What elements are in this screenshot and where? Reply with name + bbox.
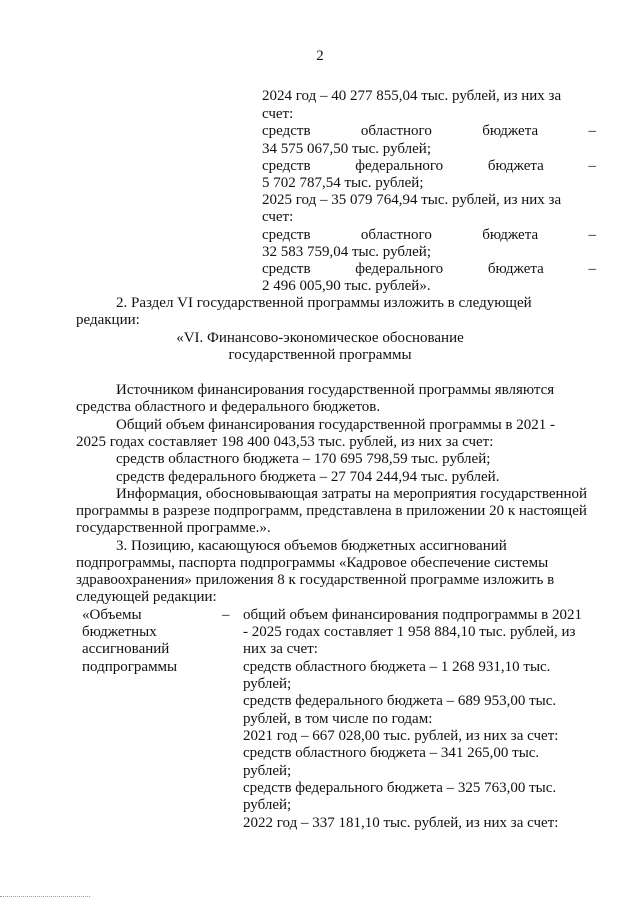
year-2025-line-cont: счет: <box>262 209 294 225</box>
page-number: 2 <box>316 48 324 64</box>
table-row: рублей; <box>243 797 292 813</box>
item-2-text-cont: редакции: <box>76 312 140 328</box>
table-row: них за счет: <box>243 641 318 657</box>
section-heading: «VI. Финансово-экономическое обоснование <box>176 330 464 346</box>
regional-budget-2024-line: средств областного бюджета – <box>262 123 596 139</box>
federal-budget-2025-line: средств федерального бюджета – <box>262 261 596 277</box>
regional-budget-2025-value: 32 583 759,04 тыс. рублей; <box>262 244 431 260</box>
paragraph-sources-cont: средства областного и федерального бюджетов. <box>76 399 381 415</box>
table-row: рублей, в том числе по годам: <box>243 711 433 727</box>
table-left-label-cont: бюджетных <box>82 624 157 640</box>
paragraph-regional: средств областного бюджета – 170 695 798,59 тыс. рублей; <box>116 451 491 467</box>
scan-artifact <box>0 896 90 899</box>
item-3-text: 3. Позицию, касающуюся объемов бюджетных ассигнований <box>116 538 507 554</box>
paragraph-sources: Источником финансирования государственной программы являются <box>116 382 555 398</box>
table-row: средств областного бюджета – 341 265,00 тыс. <box>243 745 540 761</box>
paragraph-info-cont2: государственной программе.». <box>76 520 271 536</box>
paragraph-info-cont: программы в разрезе подпрограмм, представлена в приложении 20 к настоящей <box>76 503 587 519</box>
year-2024-line: 2024 год – 40 277 855,04 тыс. рублей, из них за <box>262 88 562 104</box>
table-row: средств федерального бюджета – 689 953,00 тыс. <box>243 693 557 709</box>
regional-budget-2025-line: средств областного бюджета – <box>262 227 596 243</box>
year-2025-line: 2025 год – 35 079 764,94 тыс. рублей, из них за <box>262 192 562 208</box>
table-row: - 2025 годах составляет 1 958 884,10 тыс. рублей, из <box>243 624 576 640</box>
federal-budget-2024-value: 5 702 787,54 тыс. рублей; <box>262 175 424 191</box>
item-2-text: 2. Раздел VI государственной программы изложить в следующей <box>116 295 532 311</box>
table-row: 2022 год – 337 181,10 тыс. рублей, из них за счет: <box>243 815 559 831</box>
federal-budget-2025-value: 2 496 005,90 тыс. рублей». <box>262 278 431 294</box>
table-left-label: «Объемы <box>82 607 142 623</box>
table-left-label-cont2: ассигнований <box>82 641 170 657</box>
table-dash: – <box>222 607 230 623</box>
year-2024-line-cont: счет: <box>262 106 294 122</box>
paragraph-total: Общий объем финансирования государственной программы в 2021 - <box>116 417 556 433</box>
table-row: рублей; <box>243 676 292 692</box>
table-row: средств областного бюджета – 1 268 931,10 тыс. <box>243 659 551 675</box>
section-heading-cont: государственной программы <box>228 347 412 363</box>
federal-budget-2024-line: средств федерального бюджета – <box>262 158 596 174</box>
regional-budget-2024-value: 34 575 067,50 тыс. рублей; <box>262 141 431 157</box>
table-row: средств федерального бюджета – 325 763,00 тыс. <box>243 780 557 796</box>
paragraph-info: Информация, обосновывающая затраты на мероприятия государственной <box>116 486 588 502</box>
table-row: рублей; <box>243 763 292 779</box>
item-3-text-cont: подпрограммы, паспорта подпрограммы «Кадровое обеспечение системы <box>76 555 549 571</box>
item-3-text-cont2: здравоохранения» приложения 8 к государственной программе изложить в <box>76 572 555 588</box>
table-row: 2021 год – 667 028,00 тыс. рублей, из них за счет: <box>243 728 559 744</box>
paragraph-federal: средств федерального бюджета – 27 704 244,94 тыс. рублей. <box>116 469 500 485</box>
table-left-label-cont3: подпрограммы <box>82 659 178 675</box>
table-row: общий объем финансирования подпрограммы в 2021 <box>243 607 583 623</box>
item-3-text-cont3: следующей редакции: <box>76 589 217 605</box>
paragraph-total-cont: 2025 годах составляет 198 400 043,53 тыс. рублей, из них за счет: <box>76 434 494 450</box>
